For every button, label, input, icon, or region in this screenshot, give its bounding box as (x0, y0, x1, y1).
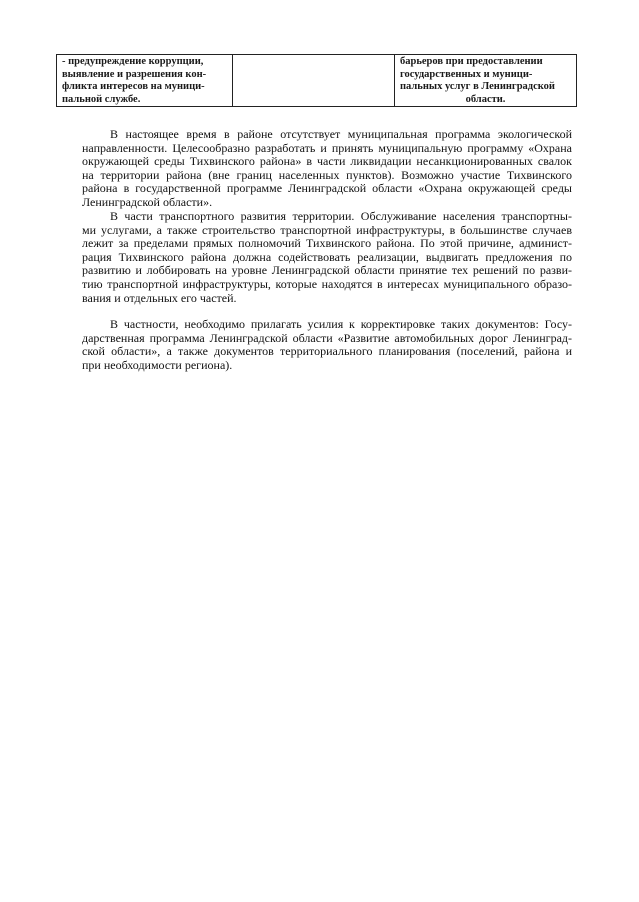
text-line: окружающей среды Тихвинского района» в части ликвидации несанкционированных свалок (82, 154, 572, 169)
paragraph-transport (82, 210, 572, 305)
text-line: направленности. Целесообразно разработать и принять муниципальную программу «Охрана (82, 140, 572, 155)
text-line: лежит за пределами прямых полномочий Тихвинского района. По этой причине, админист- (82, 236, 572, 251)
cell-line: пальных услуг в Ленинградской (400, 81, 555, 93)
text-line: Ленинградской области». (82, 194, 213, 209)
text-line: рация Тихвинского района должна содействовать реализации, выдвигать предложения по (82, 249, 572, 264)
cell-line: выявление и разрешения кон- (62, 68, 207, 80)
text-line: на территории района (вне границ населенных пунктов). Возможно участие Тихвинского (82, 167, 572, 182)
cell-line: - предупреждение коррупции, (62, 56, 204, 67)
table-row (57, 55, 577, 107)
table-cell-middle (233, 55, 395, 107)
cell-line: пальной службе. (62, 93, 141, 105)
table-cell-left (57, 55, 233, 107)
text-line: тию транспортной инфраструктуры, которые находятся в интересах муниципального образо- (82, 276, 572, 291)
paragraph-ecology (82, 128, 572, 210)
cell-line: барьеров при предоставлении (400, 56, 543, 67)
text-line: ской области», а также документов территориального планирования (поселений, района и (82, 344, 572, 359)
table-cell-right (395, 55, 577, 107)
text-line: дарственная программа Ленинградской области «Развитие автомобильных дорог Ленинград- (82, 330, 572, 345)
text-line: В частности, необходимо прилагать усилия к корректировке таких документов: Госу- (110, 317, 572, 331)
text-line: при необходимости региона). (82, 357, 233, 372)
text-line: вания и отдельных его частей. (82, 290, 237, 305)
paragraph-documents (82, 318, 572, 372)
text-line: района в государственной программе Ленинградской области «Охрана окружающей среды (82, 181, 572, 196)
cell-line: области. (465, 93, 506, 105)
text-line: ми услугами, а также строительство транспортной инфраструктуры, в большинстве случаев (82, 222, 572, 237)
text-line: В части транспортного развития территории. Обслуживание населения транспортны- (110, 209, 572, 223)
text-line: развитию и лоббировать на уровне Ленинградской области принятие тех решений по разви- (82, 263, 572, 278)
cell-line: фликта интересов на муници- (62, 81, 205, 93)
continuation-table (56, 54, 577, 107)
text-line: В настоящее время в районе отсутствует муниципальная программа экологической (110, 127, 572, 141)
cell-line: государственных и муници- (400, 68, 533, 80)
